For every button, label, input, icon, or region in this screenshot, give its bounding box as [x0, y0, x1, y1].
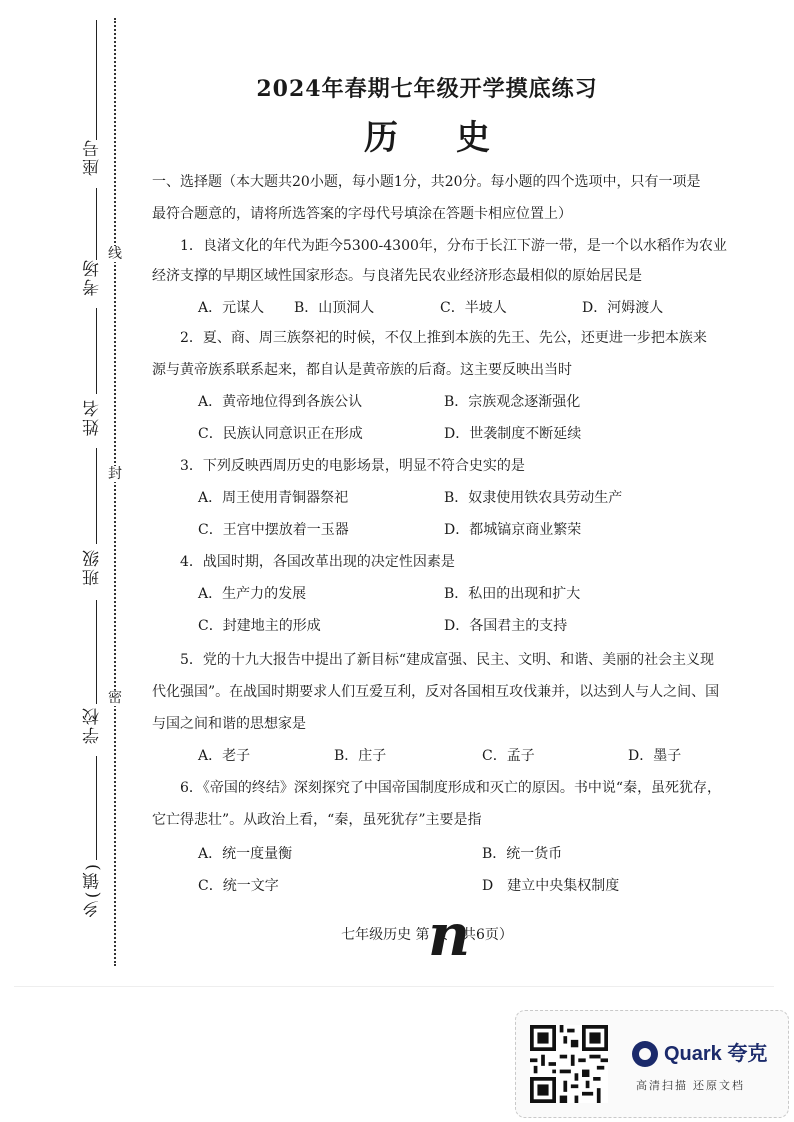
- quark-brand-name: Quark 夸克: [664, 1043, 768, 1065]
- seal-char-xian: 线: [108, 246, 122, 262]
- q1-option-c: C．半坡人: [440, 300, 507, 316]
- q1-stem-line2: 经济支撑的早期区域性国家形态。与良渚先民农业经济形态最相似的原始居民是: [152, 268, 642, 284]
- q5-option-b: B．庄子: [334, 748, 387, 764]
- town-label: 乡(镇): [83, 862, 103, 918]
- seal-char-feng: 封: [108, 466, 122, 482]
- town-underline: [96, 756, 97, 860]
- q2-stem-line2: 源与黄帝族系联系起来，都自认是黄帝族的后裔。这主要反映出当时: [152, 362, 572, 378]
- school-underline: [96, 600, 97, 704]
- q4-option-a: A．生产力的发展: [198, 586, 307, 602]
- section-instruction-line1: 一、选择题（本大题共20小题，每小题1分，共20分。每小题的四个选项中，只有一项是: [152, 174, 701, 190]
- q2-option-b: B．宗族观念逐渐强化: [444, 394, 581, 410]
- seat-label: 座号: [83, 138, 103, 176]
- qr-code-icon[interactable]: [530, 1025, 608, 1103]
- q1-option-a: A．元谋人: [198, 300, 265, 316]
- q6-option-c: C．统一文字: [198, 878, 279, 894]
- class-underline: [96, 448, 97, 544]
- q6-stem-line1: 6．《帝国的终结》深刻探究了中国帝国制度形成和灭亡的原因。书中说“秦，虽死犹存，: [180, 780, 722, 796]
- q4-option-d: D．各国君主的支持: [444, 618, 568, 634]
- name-underline: [96, 308, 97, 394]
- quark-logo-icon: [632, 1041, 658, 1067]
- page-number-mark: n: [428, 901, 471, 969]
- exam-title: 2024年春期七年级开学摸底练习: [256, 76, 598, 102]
- q1-option-d: D．河姆渡人: [582, 300, 664, 316]
- subject-title: 历史: [364, 118, 548, 158]
- q6-option-b: B．统一货币: [482, 846, 563, 862]
- q2-stem-line1: 2．夏、商、周三族祭祀的时候，不仅上推到本族的先王、先公，还更进一步把本族来: [180, 330, 707, 346]
- q6-option-d: D 建立中央集权制度: [482, 878, 620, 894]
- seal-char-mi: 密: [108, 690, 122, 706]
- q4-option-b: B．私田的出现和扩大: [444, 586, 581, 602]
- q4-option-c: C．封建地主的形成: [198, 618, 321, 634]
- q5-stem-line3: 与国之间和谐的思想家是: [152, 716, 306, 732]
- q5-option-a: A．老子: [198, 748, 251, 764]
- quark-scan-badge[interactable]: [515, 1010, 789, 1118]
- exam-room-underline: [96, 188, 97, 260]
- q2-option-d: D．世袭制度不断延续: [444, 426, 582, 442]
- q1-option-b: B．山顶洞人: [294, 300, 375, 316]
- exam-room-label: 考场: [83, 258, 103, 296]
- school-label: 学校: [83, 706, 103, 744]
- q3-option-b: B．奴隶使用铁农具劳动生产: [444, 490, 623, 506]
- q3-option-c: C．王宫中摆放着一玉器: [198, 522, 349, 538]
- section-instruction-line2: 最符合题意的，请将所选答案的字母代号填涂在答题卡相应位置上）: [152, 206, 572, 222]
- q3-stem-line1: 3．下列反映西周历史的电影场景，明显不符合史实的是: [180, 458, 525, 474]
- q6-option-a: A．统一度量衡: [198, 846, 293, 862]
- quark-slogan: 高清扫描 还原文档: [636, 1080, 746, 1092]
- q5-option-c: C．孟子: [482, 748, 535, 764]
- q5-stem-line1: 5．党的十九大报告中提出了新目标“建成富强、民主、文明、和谐、美丽的社会主义现: [180, 652, 715, 668]
- q1-stem-line1: 1．良渚文化的年代为距今5300-4300年，分布于长江下游一带，是一个以水稻作为农业: [180, 238, 727, 254]
- page-footer: 七年级历史 第 页（共6页）: [341, 927, 513, 943]
- q3-option-a: A．周王使用青铜器祭祀: [198, 490, 349, 506]
- seal-dotted-line: [114, 18, 116, 966]
- q4-stem-line1: 4．战国时期，各国改革出现的决定性因素是: [180, 554, 455, 570]
- class-label: 班级: [83, 548, 103, 586]
- q5-option-d: D．墨子: [628, 748, 682, 764]
- seat-underline: [96, 20, 97, 140]
- q6-stem-line2: 它亡得悲壮”。从政治上看，“秦，虽死犹存”主要是指: [152, 812, 482, 828]
- name-label: 姓名: [83, 398, 103, 436]
- q2-option-a: A．黄帝地位得到各族公认: [198, 394, 363, 410]
- q5-stem-line2: 代化强国”。在战国时期要求人们互爱互利，反对各国相互攻伐兼并，以达到人与人之间、国: [152, 684, 720, 700]
- q2-option-c: C．民族认同意识正在形成: [198, 426, 363, 442]
- q3-option-d: D．都城镐京商业繁荣: [444, 522, 582, 538]
- page-bottom-divider: [14, 986, 774, 987]
